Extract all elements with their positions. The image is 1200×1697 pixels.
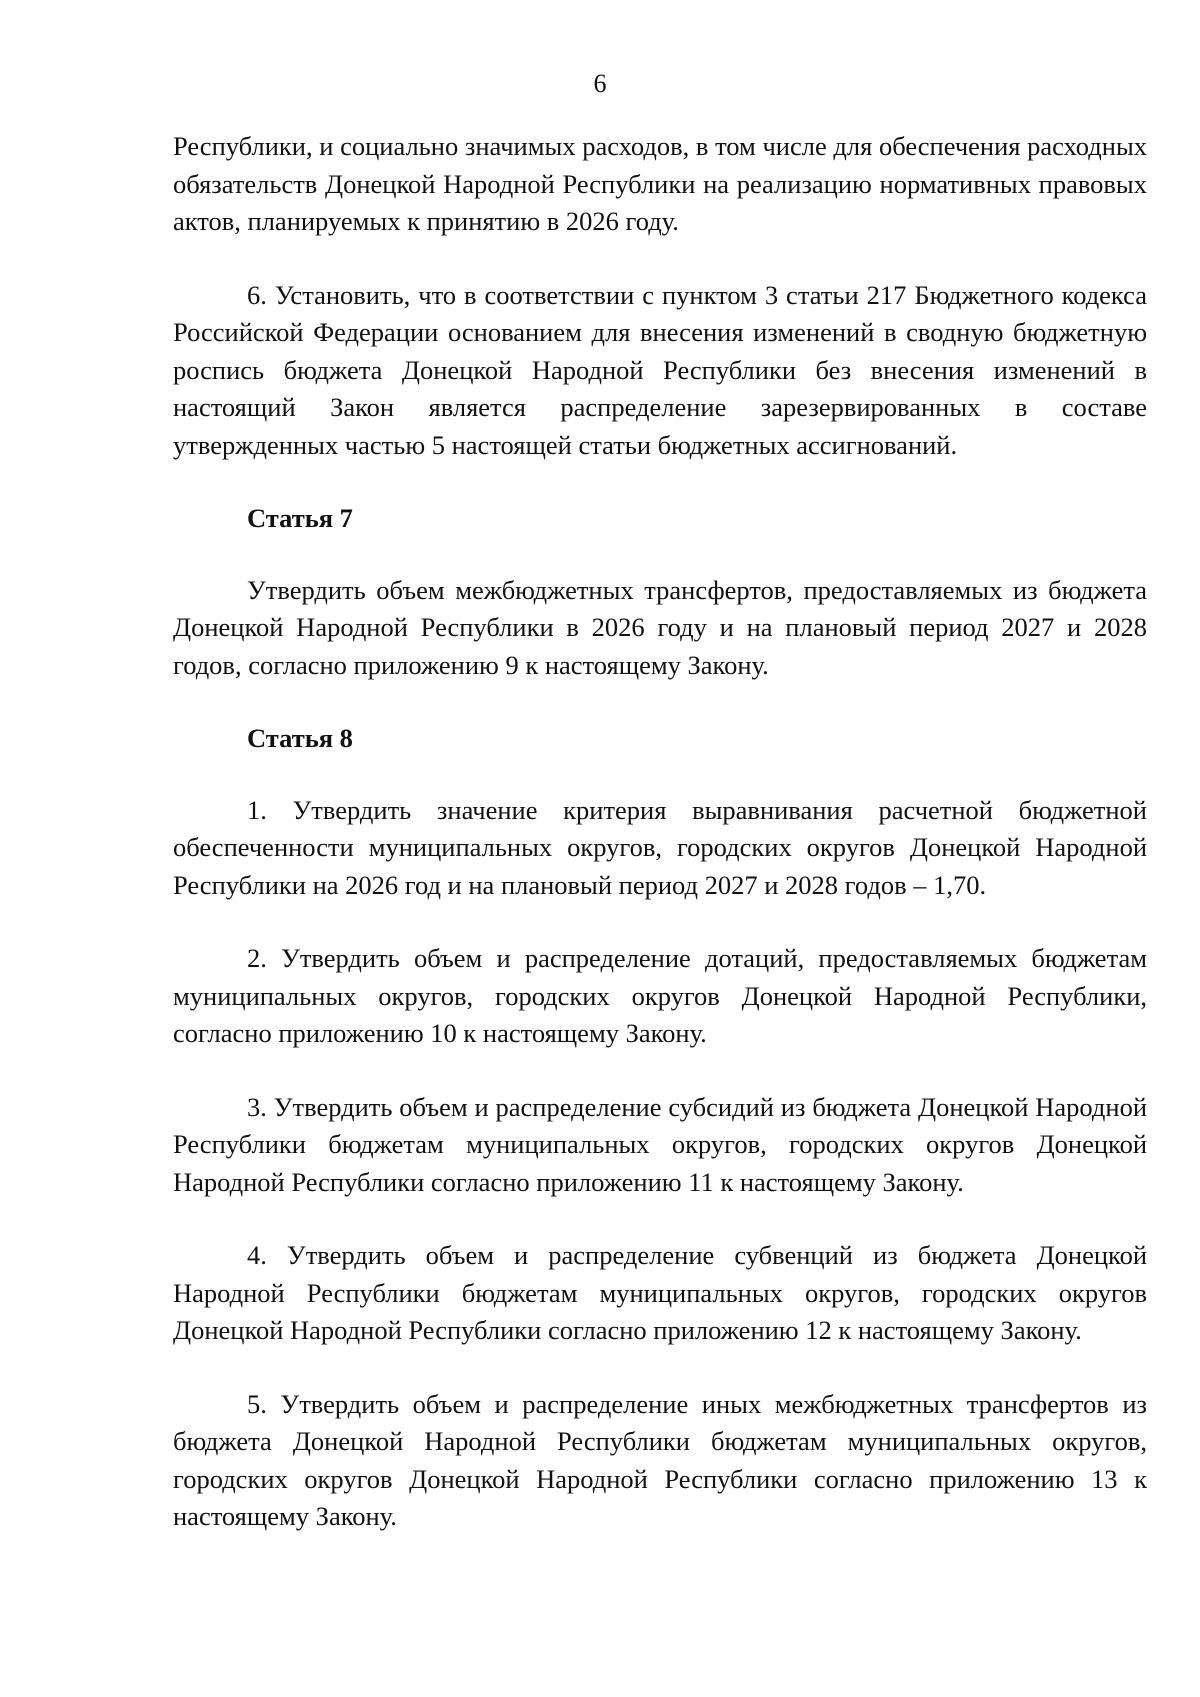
- spacer: [173, 758, 1147, 792]
- paragraph-item-6: 6. Установить, что в соответствии с пунктом 3 статьи 217 Бюджетного кодекса Российской Федерации основанием для внесения изменений в сводную бюджетную роспись бюджета Донецкой Народной Республики без внесения изменений в настоящий Закон является распределение зарезервированных в составе утвержденных частью 5 настоящей статьи бюджетных ассигнований.: [173, 279, 1147, 460]
- spacer: [173, 1350, 1147, 1386]
- article-8-item-4: 4. Утвердить объем и распределение субвенций из бюджета Донецкой Народной Республики бюджетам муниципальных округов, городских округов Донецкой Народной Республики согласно приложению 12 к настоящему Закону.: [173, 1240, 1147, 1345]
- paragraph-continuation: Республики, и социально значимых расходов, в том числе для обеспечения расходных обязательств Донецкой Народной Республики на реализацию нормативных правовых актов, планируемых к принятию в 2026 году.: [173, 131, 1147, 236]
- article-7-heading: Статья 7: [247, 503, 353, 533]
- page-number: 6: [593, 69, 607, 98]
- article-7-text: Утвердить объем межбюджетных трансфертов, предоставляемых из бюджета Донецкой Народной Республики в 2026 году и на плановый период 2027 и 2028 годов, согласно приложению 9 к настоящему Закону.: [173, 574, 1147, 680]
- spacer: [173, 1201, 1147, 1237]
- article-8-item-3: 3. Утвердить объем и распределение субсидий из бюджета Донецкой Народной Республики бюджетам муниципальных округов, городских округов Донецкой Народной Республики согласно приложению 11 к настоящему Закону.: [173, 1091, 1147, 1197]
- spacer: [173, 538, 1147, 572]
- document-body: [173, 128, 1147, 1536]
- article-8-item-1: 1. Утвердить значение критерия выравнивания расчетной бюджетной обеспеченности муниципальных округов, городских округов Донецкой Народной Республики на 2026 год и на плановый период 2027 и 2028 годов – 1,70.: [173, 794, 1147, 900]
- spacer: [173, 464, 1147, 500]
- spacer: [173, 904, 1147, 940]
- spacer: [173, 1053, 1147, 1089]
- spacer: [173, 684, 1147, 720]
- spacer: [173, 241, 1147, 277]
- article-8-item-2: 2. Утвердить объем и распределение дотаций, предоставляемых бюджетам муниципальных округов, городских округов Донецкой Народной Республики, согласно приложению 10 к настоящему Закону.: [173, 943, 1147, 1048]
- article-8-item-5: 5. Утвердить объем и распределение иных межбюджетных трансфертов из бюджета Донецкой Народной Республики бюджетам муниципальных округов, городских округов Донецкой Народной Республики согласно приложению 13 к настоящему Закону.: [173, 1388, 1147, 1531]
- article-8-heading: Статья 8: [247, 723, 353, 753]
